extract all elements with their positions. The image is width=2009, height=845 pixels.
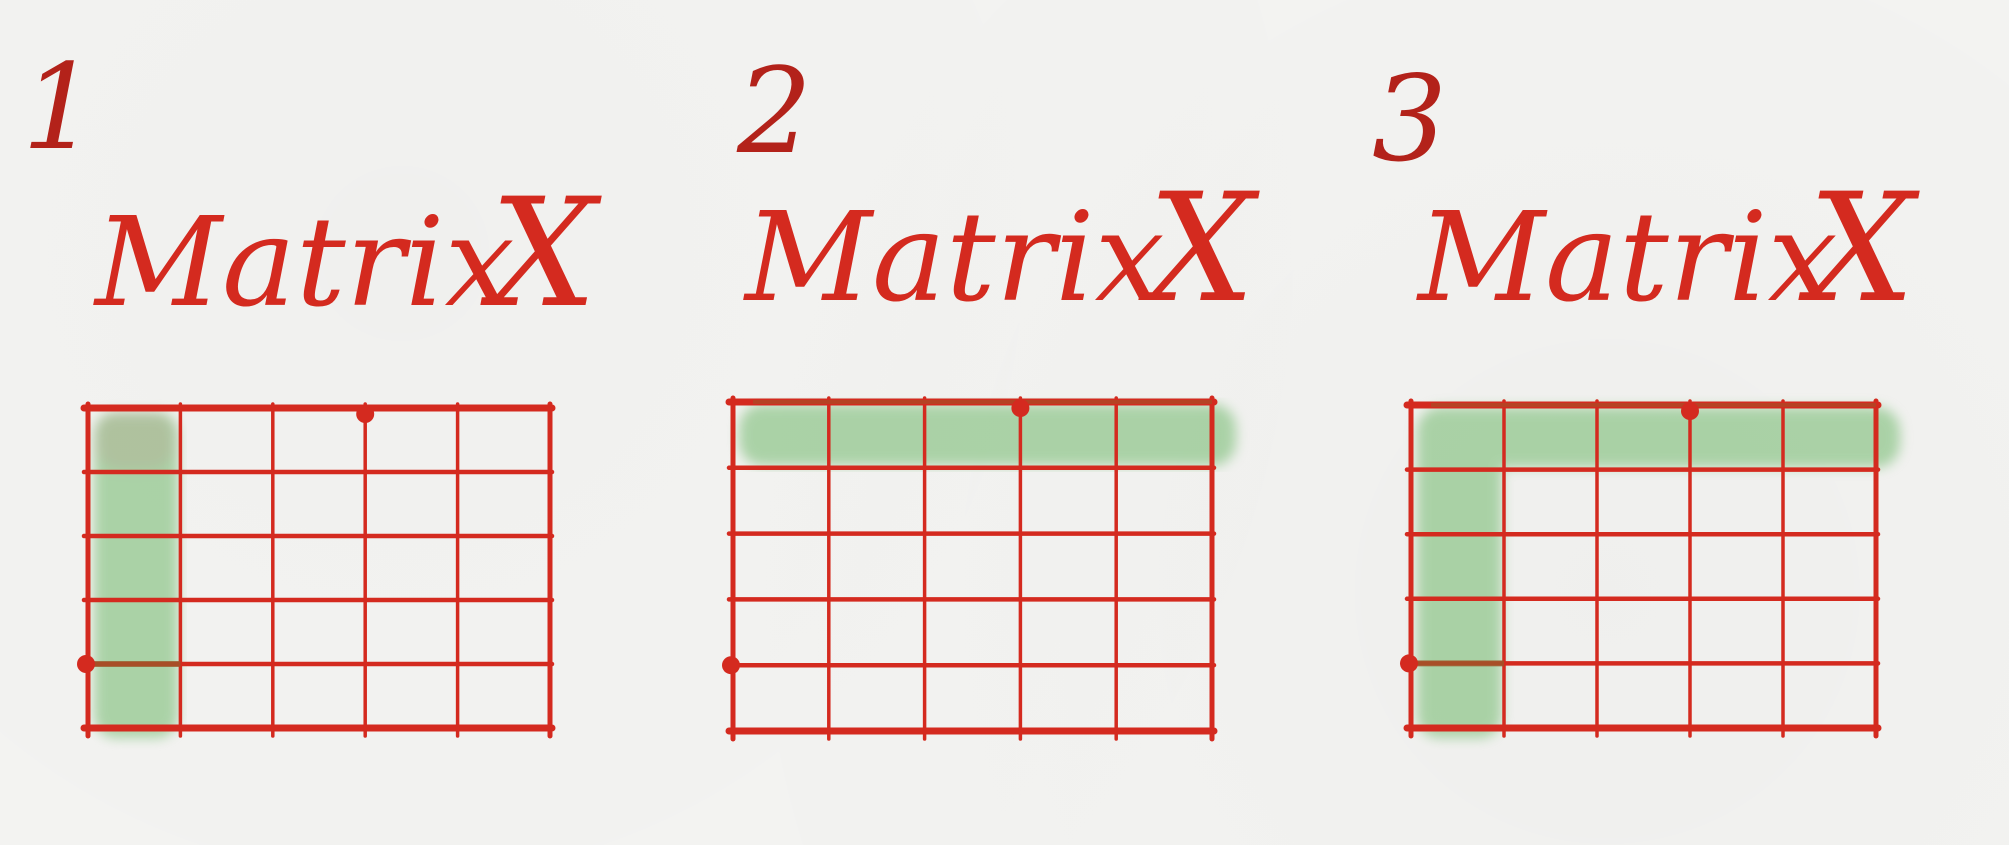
highlight-wash <box>739 404 1236 466</box>
matrix-panel-1 <box>22 38 602 738</box>
panel-number: 1 <box>22 38 98 176</box>
highlight-wash <box>1417 407 1900 738</box>
left-marker-dot <box>1400 654 1418 672</box>
left-marker-dot <box>77 655 95 673</box>
matrix-panel-3 <box>1372 50 1920 738</box>
panel-number: 3 <box>1372 50 1448 188</box>
panel-number: 2 <box>737 42 813 180</box>
matrix-variable: X <box>1808 162 1915 336</box>
left-marker-dot <box>722 656 740 674</box>
matrix-title: Matrix <box>95 191 515 335</box>
matrix-variable: X <box>1148 162 1255 336</box>
matrix-title: Matrix <box>745 186 1165 330</box>
matrix-panel-2 <box>722 42 1260 739</box>
matrix-variable: X <box>490 167 597 341</box>
top-marker-dot <box>356 405 374 423</box>
matrix-title: Matrix <box>1418 186 1838 330</box>
highlight-first-cell <box>96 412 174 470</box>
highlight-first-row <box>1417 407 1900 468</box>
highlight-wash <box>94 412 178 738</box>
highlight-first-row <box>739 404 1236 466</box>
top-marker-dot <box>1011 399 1029 417</box>
top-marker-dot <box>1681 402 1699 420</box>
